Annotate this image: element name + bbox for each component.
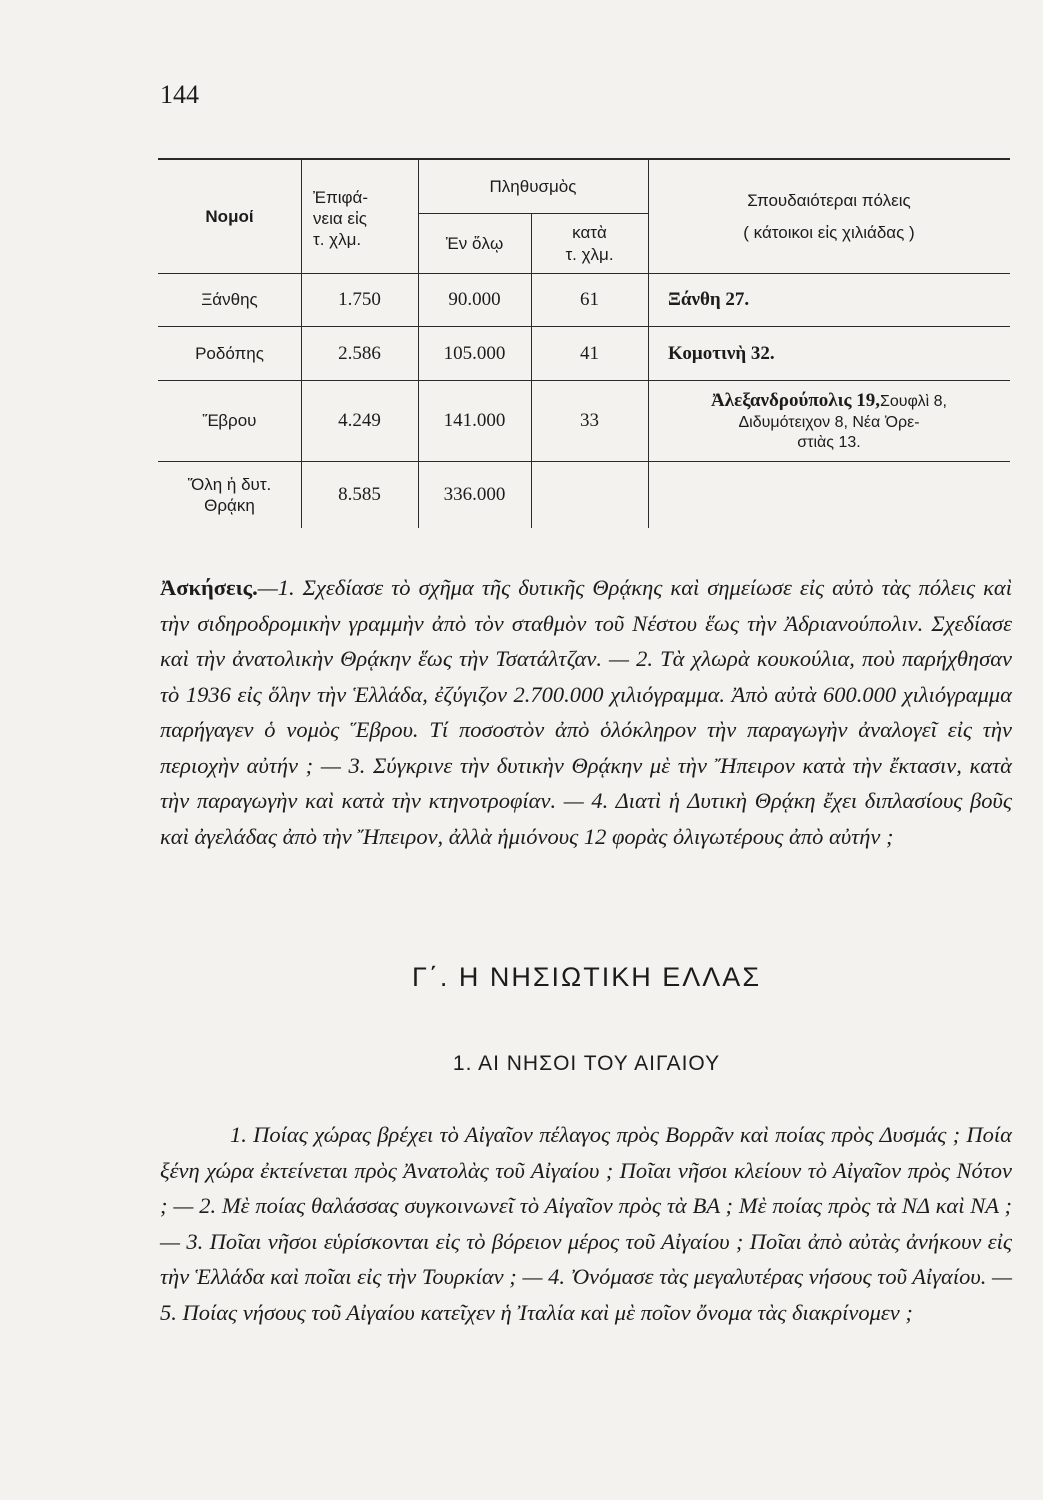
- questions-paragraph: 1. Ποίας χώρας βρέχει τὸ Αἰγαῖον πέλαγος πρὸς Βορρᾶν καὶ ποίας πρὸς Δυσμάς ; Ποία ξένη χώρα ἐκτείνεται πρὸς Ἀνατολὰς τοῦ Αἰγαίου ; Ποῖαι νῆσοι κλείουν τὸ Αἰγαῖον πρὸς Νότον ; — 2. Μὲ ποίας θαλάσσας συγκοινωνεῖ τὸ Αἰγαῖον πρὸς τὰ ΒΑ ; Μὲ ποίας πρὸς τὰ ΝΔ καὶ ΝΑ ; — 3. Ποῖαι νῆσοι εὑρίσκονται εἰς τὸ βόρειον μέρος τοῦ Αἰγαίου ; Ποῖαι ἀπὸ αὐτὰς ἀνήκουν εἰς τὴν Ἑλλάδα καὶ ποῖαι εἰς τὴν Τουρκίαν ; — 4. Ὀνόμασε τὰς μεγαλυτέρας νήσους τοῦ Αἰγαίου. — 5. Ποίας νήσους τοῦ Αἰγαίου κατεῖχεν ἡ Ἰταλία καὶ μὲ ποῖον ὄνομα τὰς διακρίνομεν ;: [160, 1122, 1012, 1325]
- row-cities-bold: Ξάνθη 27.: [668, 289, 750, 311]
- subsection-title: 1. ΑΙ ΝΗΣΟΙ ΤΟΥ ΑΙΓΑΙΟΥ: [452, 1052, 721, 1075]
- section-title: Γ΄. Η ΝΗΣΙΩΤΙΚΗ ΕΛΛΑΣ: [411, 962, 762, 992]
- row-cities: [648, 327, 1030, 380]
- row-cities-bold: Ἀλεξανδρούπολις 19,: [711, 390, 880, 412]
- row-cities-line1: [711, 389, 947, 413]
- row-cities-rest: Σουφλὶ 8,: [880, 393, 947, 411]
- total-row-nomos-line2: Θρᾴκη: [204, 496, 255, 515]
- row-per-km: 33: [580, 410, 599, 432]
- exercises-paragraph: [160, 570, 1012, 854]
- row-area: 1.750: [338, 289, 381, 311]
- header-pop-per-km-line2: τ. χλμ.: [565, 244, 614, 264]
- row-cities-line2: Διδυμότειχον 8, Νέα Ὀρε-: [738, 413, 920, 431]
- total-row-nomos-line1: Ὅλη ἡ δυτ.: [187, 474, 272, 494]
- total-row-nomos: [158, 462, 301, 528]
- exercises-text: —1. Σχεδίασε τὸ σχῆμα τῆς δυτικῆς Θρᾴκης καὶ σημείωσε εἰς αὐτὸ τὰς πόλεις καὶ τὴν σιδηροδρομικὴν γραμμὴν ἀπὸ τὸν σταθμὸν τοῦ Νέστου ἕως τὴν Ἀδριανούπολιν. Σχεδίασε καὶ τὴν ἀνατολικὴν Θρᾴκην ἕως τὴν Τσατάλτζαν. — 2. Τὰ χλωρὰ κουκούλια, ποὺ παρήχθησαν τὸ 1936 εἰς ὅλην τὴν Ἑλλάδα, ἐζύγιζον 2.700.000 χιλιόγραμμα. Ἀπὸ αὐτὰ 600.000 χιλιόγραμμα παρήγαγεν ὁ νομὸς Ἕβρου. Τί ποσοστὸν ἀπὸ ὁλόκληρον τὴν παραγωγὴν ἀναλογεῖ εἰς τὴν περιοχὴν αὐτήν ; — 3. Σύγκρινε τὴν δυτικὴν Θρᾴκην μὲ τὴν Ἤπειρον κατὰ τὴν ἔκτασιν, κατὰ τὴν παραγωγὴν καὶ κατὰ τὴν κτηνοτροφίαν. — 4. Διατὶ ἡ Δυτικὴ Θρᾴκη ἔχει διπλασίους βοῦς καὶ ἀγελάδας ἀπὸ τὴν Ἤπειρον, ἀλλὰ ἡμιόνους 12 φορὰς ὀλιγωτέρους ἀπὸ αὐτήν ;: [160, 575, 1012, 849]
- header-pop-per-km-line1: κατὰ: [572, 223, 607, 243]
- header-pop-per-km: [531, 214, 648, 273]
- row-per-km: 41: [580, 342, 599, 364]
- header-cities-line2: ( κάτοικοι εἰς χιλιάδας ): [743, 222, 915, 242]
- header-nomoi: Νομοί: [205, 206, 254, 226]
- header-area-line2: νεια εἰς: [313, 208, 367, 228]
- header-cities: [648, 160, 1010, 273]
- total-row-total: 336.000: [443, 484, 506, 506]
- row-cities-line3: στιὰς 13.: [797, 433, 861, 451]
- header-area-line3: τ. χλμ.: [313, 230, 362, 250]
- row-nomos: Ξάνθης: [201, 290, 258, 310]
- row-nomos: Ροδόπης: [195, 343, 264, 363]
- header-population: Πληθυσμὸς: [489, 176, 577, 196]
- row-cities-bold: Κομοτινὴ 32.: [668, 342, 775, 364]
- row-total: 105.000: [443, 342, 506, 364]
- header-area-line1: Ἐπιφά-: [313, 187, 369, 207]
- total-row-area: 8.585: [338, 484, 381, 506]
- exercises-lead: Ἀσκήσεις.: [160, 575, 258, 600]
- page-number: 144: [160, 80, 199, 109]
- row-per-km: 61: [580, 289, 599, 311]
- statistics-table: [158, 158, 1010, 528]
- row-area: 4.249: [338, 410, 381, 432]
- header-cities-line1: Σπουδαιότεραι πόλεις: [747, 191, 911, 211]
- row-cities: [648, 381, 1010, 461]
- row-total: 90.000: [448, 289, 501, 311]
- header-area: [301, 164, 418, 273]
- row-nomos: Ἕβρου: [202, 411, 257, 431]
- row-total: 141.000: [443, 410, 506, 432]
- header-pop-total: Ἐν ὅλῳ: [445, 233, 504, 253]
- row-cities: [648, 274, 1030, 326]
- row-area: 2.586: [338, 342, 381, 364]
